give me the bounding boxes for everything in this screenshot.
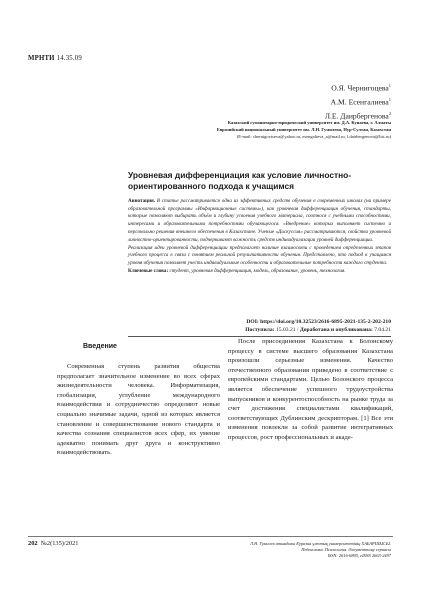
body-column-left	[57, 362, 220, 458]
keywords: Ключевые слова: студент, уровневая дифференциация, модель, образование, уровень, технология.	[128, 268, 346, 275]
author: О.Я. Чернигоцева$^1$	[331, 83, 391, 93]
keywords-label: Ключевые слова:	[128, 268, 169, 275]
abstract-paragraph: Реализация идеи уровневой дифференциации предполагает наличие взаимосвязи с проведением определенных этапов учебного процесса в связи с понятием реальной результативности обучения. Представлено, что подход к учащимся уровня обучения позволяет учесть индивидуальные особенности и образовательные потребности каждого студента.	[128, 244, 391, 267]
doi-block: DOI: https://doi.org/10.32523/2616-6895-2021-135-2-202-210 Поступила: 15.03.21 / Доработана и опубликована: 7.04.21	[245, 319, 391, 334]
issue-number: №2(135)/2021	[40, 540, 79, 547]
mrnti-value: 14.35.09	[56, 55, 82, 62]
article-title: Уровневая дифференциация как условие личностно-ориентированного подхода к учащимся	[128, 170, 352, 191]
mrnti-label: МРНТИ	[28, 55, 55, 62]
affiliation-2: Евразийский национальный университет им. Л.Н. Гумилева, Нур-Султан, Казахстан	[216, 127, 391, 133]
footer-divider	[28, 536, 393, 537]
affiliations	[91, 119, 391, 141]
mrnti-code	[28, 55, 82, 62]
affiliation-1: Казахский гуманитарно-юридический университет им. Д.А. Кунаева, г. Алматы	[227, 120, 391, 125]
journal-info: Л.Н. Гумилев атындағы Еуразия ұлттық университетінің ХАБАРШЫСЫ. Педагогика. Психология. Әлеуметтану сериясы ISSN: 2616-6895, eISSN 2663-2497	[250, 541, 391, 559]
body-paragraph: После присоединения Казахстана к Болонскому процессу в системе высшего образования Казахстана произошли серьезные изменения. Качество отечественного образования приведено в соответствие с европейскими стандартами. Целью Болонского процесса является обеспечение успешного трудоустройства выпускников и конкурентоспособность на рынке труда за счет достижения специалистами квалификаций, соответствующих Дублинским дескрипторам. [1] Все эти изменения повлекли за собой развитие интегративных процессов, рост профессиональных и акаде-	[228, 338, 393, 441]
author-list	[325, 80, 391, 122]
body-paragraph: Современная ступень развития общества предполагает значительное изменение во всех сферах жизнедеятельности человека. Информатизация, глобализация, углубление международного взаимодействия и сотрудничество определяют новые социально значимые задачи, одной из которых является становление и совершенствование нового стандарта и качества сознания специалистов всех сфер, их умение адекватно понимать друг друга и конструктивно взаимодействовать.	[57, 363, 220, 457]
abstract-label: Аннотация.	[128, 198, 156, 204]
received-date: 15.03.21	[275, 327, 296, 334]
page-footer-left	[28, 540, 79, 547]
author: А.М. Есенгалиева$^1$	[330, 97, 391, 107]
doi-label: DOI:	[246, 319, 259, 325]
doi-link[interactable]: https://doi.org/10.32523/2616-6895-2021-135-2-202-210	[260, 319, 391, 325]
section-heading: Введение	[83, 343, 117, 350]
accepted-date: 7.04.21	[374, 327, 391, 334]
body-column-right	[228, 337, 393, 443]
abstract	[128, 198, 391, 277]
abstract-paragraph: Аннотация. В статье рассматривается одна из эффективных средств обучения в современных школах (на примере образовательной программы «Информационные системы»), как уровневая дифференциация обучения, стандарты, которые позволяют выбирать объём и глубину усвоения учебного материала, соотнося с учебными способностями, интересами и образовательными потребностями обучающегося. «Внедрение» которых выполняет системно и персонально решения внешнего обеспечения в Казахстане. Ученые «Дискуссия» рассматриваются, свойства уровневой личностно-ориентированности, подчеркивают важность средств индивидуализации уровней дифференциации.	[128, 198, 391, 243]
author-emails: (E-mail: chernigovtseva@yahoo.ru, esengalieva_a@mail.ru, l.dairbergenova@list.ru)	[236, 134, 391, 140]
page-number: 202	[28, 540, 38, 547]
author: Л.Е. Даирбергенова$^2$	[324, 111, 391, 121]
